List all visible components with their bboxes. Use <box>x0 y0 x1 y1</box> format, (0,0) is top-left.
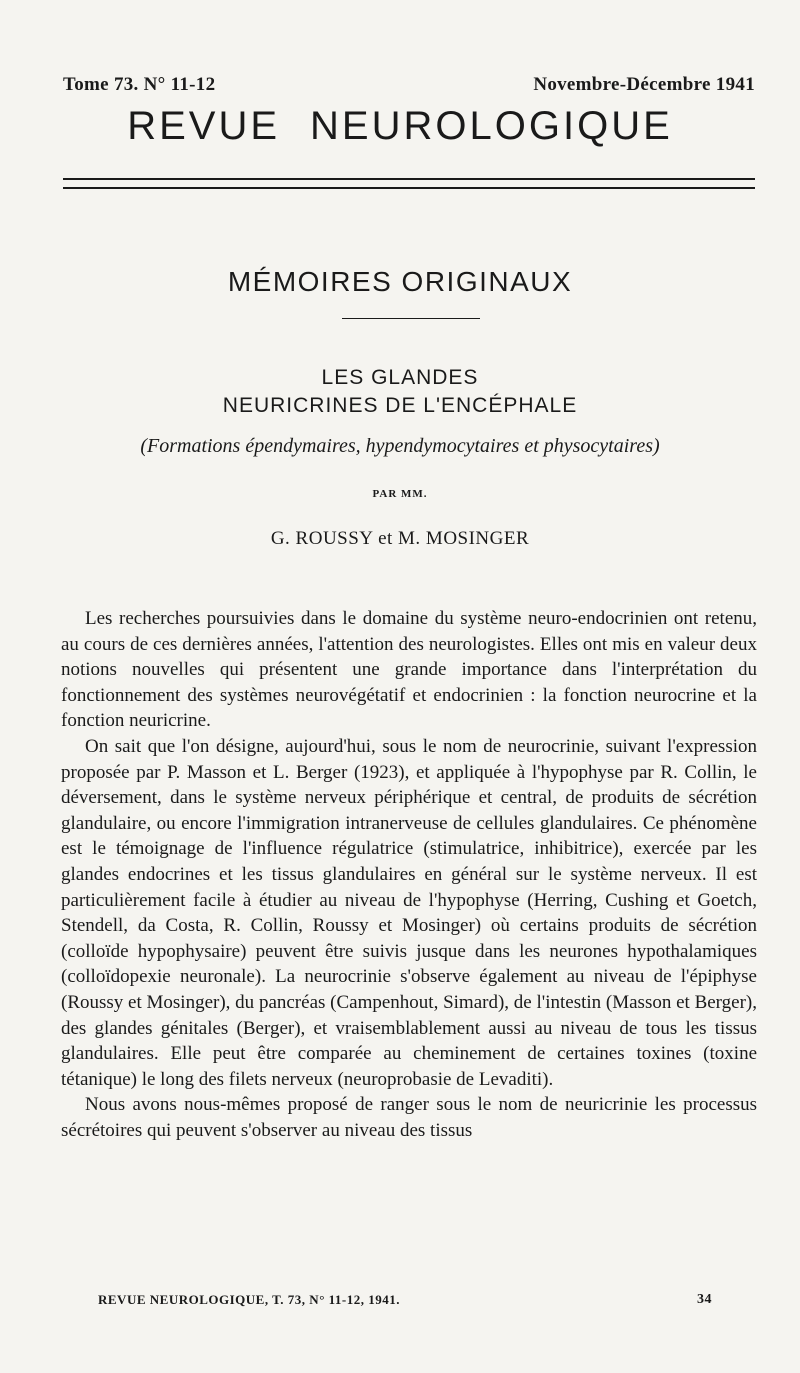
double-rule-divider <box>63 178 755 189</box>
section-title: MÉMOIRES ORIGINAUX <box>227 266 573 297</box>
byline-prefix: PAR MM. <box>372 488 428 500</box>
journal-title <box>0 104 800 149</box>
issue-header <box>63 74 755 96</box>
issue-date: Novembre-Décembre 1941 <box>533 74 755 95</box>
body-paragraph-1: Les recherches poursuivies dans le domaine du système neuro-endocrinien ont retenu, au cours de ces dernières années, l'attention des neurologistes. Elles ont mis en valeur deux notions nouvelles qui présentent une grande importance dans l'interprétation du fonctionnement des systèmes neurovégétatif et endocrinien : la fonction neurocrine et la fonction neuricrine. <box>61 608 757 732</box>
article-subtitle: (Formations épendymaires, hypendymocytaires et physocytaires) <box>140 435 660 457</box>
body-paragraph-3: Nous avons nous-mêmes proposé de ranger sous le nom de neuricrinie les processus sécrétoires qui peuvent s'observer au niveau des tissus <box>61 1094 757 1141</box>
page-footer <box>98 1292 712 1308</box>
article-title-line1: LES GLANDES <box>321 366 479 389</box>
article-title-line2: NEURICRINES DE L'ENCÉPHALE <box>222 394 578 417</box>
journal-title-word1: REVUE <box>127 104 281 148</box>
volume-number: Tome 73. N° 11-12 <box>63 74 216 95</box>
journal-title-word2: NEUROLOGIQUE <box>310 104 673 148</box>
article-body <box>61 606 757 1143</box>
footer-citation: REVUE NEUROLOGIQUE, T. 73, N° 11-12, 1941. <box>98 1292 400 1307</box>
short-rule-divider <box>342 318 480 319</box>
body-paragraph-2: On sait que l'on désigne, aujourd'hui, sous le nom de neurocrinie, suivant l'expression proposée par P. Masson et L. Berger (1923), et appliquée à l'hypophyse par R. Collin, le déversement, dans le système nerveux périphérique et central, de produits de sécrétion glandulaire, ou encore l'immigration intranerveuse de cellules glandulaires. Ce phénomène est le témoignage de l'influence régulatrice (stimulatrice, inhibitrice), exercée par les glandes endocrines et les tissus glandulaires en général sur le système nerveux. Il est particulièrement facile à étudier au niveau de l'hypophyse (Herring, Cushing et Goetch, Stendell, da Costa, R. Collin, Roussy et Mosinger) où certains produits de sécrétion (colloïde hypophysaire) peuvent être suivis jusque dans les neurones hypothalamiques (colloïdopexie neuronale). La neurocrinie s'observe également au niveau de l'épiphyse (Roussy et Mosinger), du pancréas (Campenhout, Simard), de l'intestin (Masson et Berger), des glandes génitales (Berger), et vraisemblablement aussi au niveau de tous les tissus glandulaires. Elle peut être comparée au cheminement de certaines toxines (toxine tétanique) le long des filets nerveux (neuroprobasie de Levaditi). <box>61 735 757 1090</box>
article-authors: G. ROUSSY et M. MOSINGER <box>270 528 530 549</box>
article-title <box>0 364 800 420</box>
page-number: 34 <box>697 1292 712 1307</box>
